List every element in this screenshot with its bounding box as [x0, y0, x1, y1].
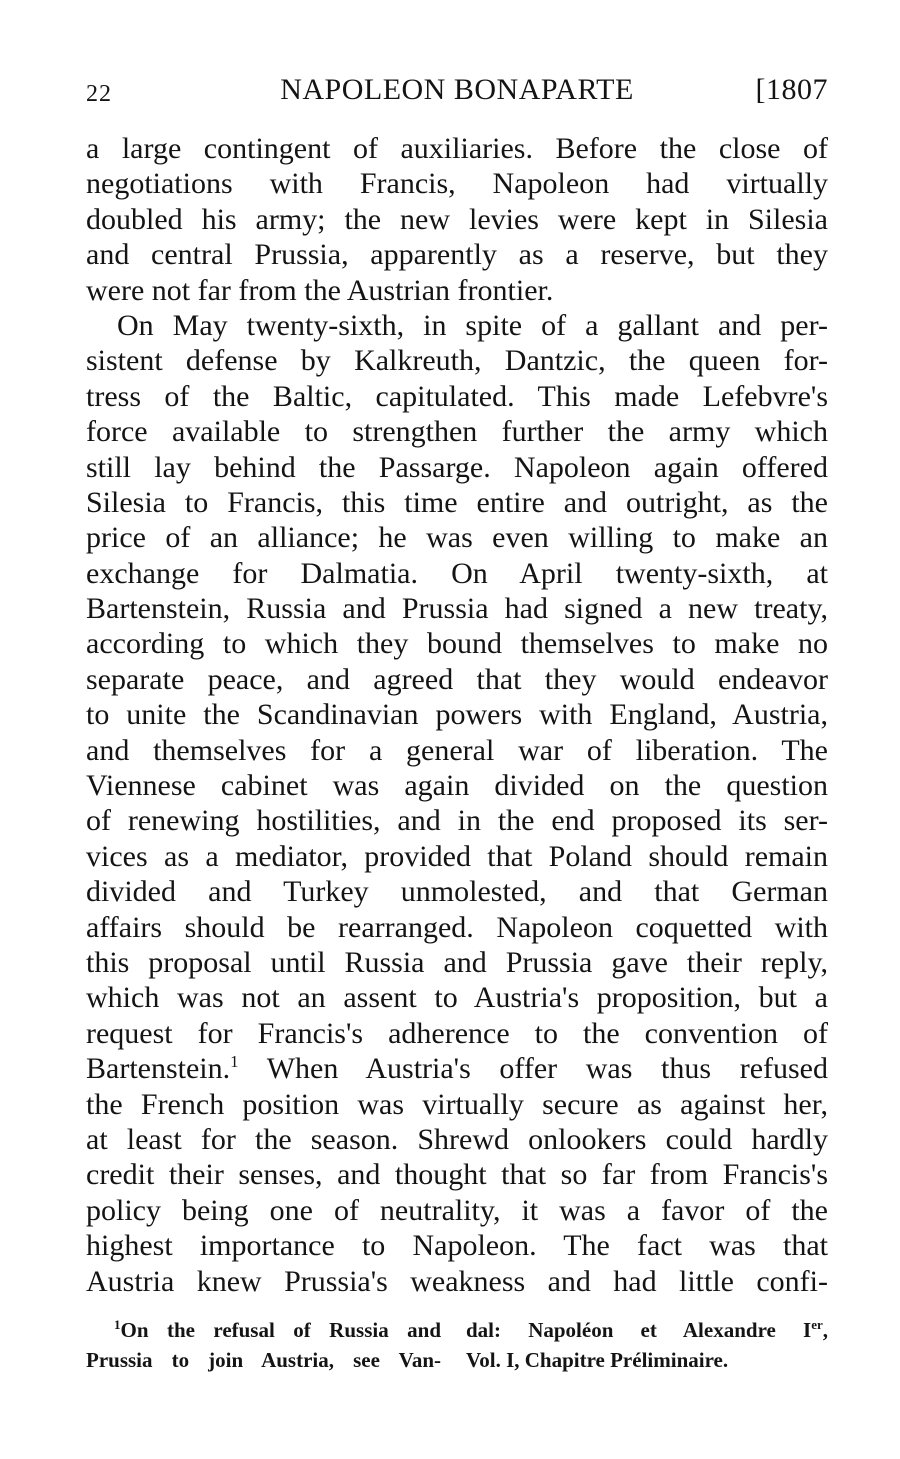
- text-line: to unite the Scandinavian powers with England, Austria,: [86, 698, 828, 732]
- footnote-superscript: er: [811, 1317, 823, 1332]
- text-line: which was not an assent to Austria's proposition, but a: [86, 981, 828, 1015]
- footnote-column-right: [466, 1315, 828, 1375]
- paragraph-1: [86, 131, 828, 308]
- footnote-line: [466, 1315, 828, 1345]
- footnote-marker: 1: [114, 1317, 121, 1332]
- text-line: tress of the Baltic, capitulated. This made Lefebvre's: [86, 379, 828, 413]
- text-line: highest importance to Napoleon. The fact was that: [86, 1229, 828, 1263]
- running-title: NAPOLEON BONAPARTE: [280, 73, 634, 106]
- page-number: 22: [86, 81, 112, 107]
- text-line: Austria knew Prussia's weakness and had little confi-: [86, 1264, 828, 1298]
- text-line: divided and Turkey unmolested, and that German: [86, 875, 828, 909]
- text-line: Viennese cabinet was again divided on the question: [86, 769, 828, 803]
- text-line: and themselves for a general war of liberation. The: [86, 733, 828, 767]
- text-line: Bartenstein, Russia and Prussia had signed a new treaty,: [86, 592, 828, 626]
- text-line: request for Francis's adherence to the convention of: [86, 1016, 828, 1050]
- text-fragment: When Austria's offer was thus refused: [238, 1052, 828, 1086]
- text-line: negotiations with Francis, Napoleon had virtually: [86, 167, 828, 201]
- text-line-with-footnote-ref: [86, 1051, 828, 1086]
- text-line: Silesia to Francis, this time entire and outright, as the: [86, 485, 828, 519]
- text-line: vices as a mediator, provided that Poland should remain: [86, 839, 828, 873]
- footnote-line: [86, 1315, 441, 1345]
- text-line: still lay behind the Passarge. Napoleon again offered: [86, 450, 828, 484]
- paragraph-2: [86, 308, 828, 1299]
- text-line: a large contingent of auxiliaries. Before the close of: [86, 132, 828, 165]
- text-line: this proposal until Russia and Prussia gave their reply,: [86, 945, 828, 979]
- text-line: credit their senses, and thought that so far from Francis's: [86, 1158, 828, 1192]
- text-line: according to which they bound themselves to make no: [86, 627, 828, 661]
- text-line: separate peace, and agreed that they would endeavor: [86, 662, 828, 696]
- footnote-line: Prussia to join Austria, see Van-: [86, 1348, 441, 1372]
- text-line: the French position was virtually secure as against her,: [86, 1087, 828, 1121]
- text-line: sistent defense by Kalkreuth, Dantzic, the queen for-: [86, 344, 828, 378]
- footnote-text: dal: Napoléon et Alexandre I: [466, 1318, 812, 1342]
- footnote-text: ,: [822, 1318, 828, 1342]
- text-line: exchange for Dalmatia. On April twenty-sixth, at: [86, 556, 828, 590]
- text-line: force available to strengthen further the army which: [86, 415, 828, 449]
- text-line: affairs should be rearranged. Napoleon coquetted with: [86, 910, 828, 944]
- text-line: were not far from the Austrian frontier.: [86, 273, 554, 307]
- body-text: [86, 131, 828, 1299]
- text-line: price of an alliance; he was even willing to make an: [86, 521, 828, 555]
- footnote-line: Vol. I, Chapitre Préliminaire.: [466, 1348, 729, 1372]
- text-line: policy being one of neutrality, it was a favor of the: [86, 1193, 828, 1227]
- text-line: and central Prussia, apparently as a reserve, but they: [86, 238, 828, 272]
- header-year: [1807: [755, 73, 828, 106]
- text-fragment: Bartenstein.: [86, 1052, 231, 1086]
- text-line: of renewing hostilities, and in the end proposed its ser-: [86, 804, 828, 838]
- footnote-reference[interactable]: 1: [230, 1052, 239, 1072]
- footnote-text: On the refusal of Russia and: [120, 1318, 441, 1342]
- text-line: On May twenty-sixth, in spite of a gallant and per-: [117, 308, 828, 342]
- text-line: doubled his army; the new levies were kept in Silesia: [86, 202, 828, 236]
- text-line: at least for the season. Shrewd onlookers could hardly: [86, 1122, 828, 1156]
- running-header: [86, 70, 828, 110]
- footnote-column-left: [86, 1315, 441, 1375]
